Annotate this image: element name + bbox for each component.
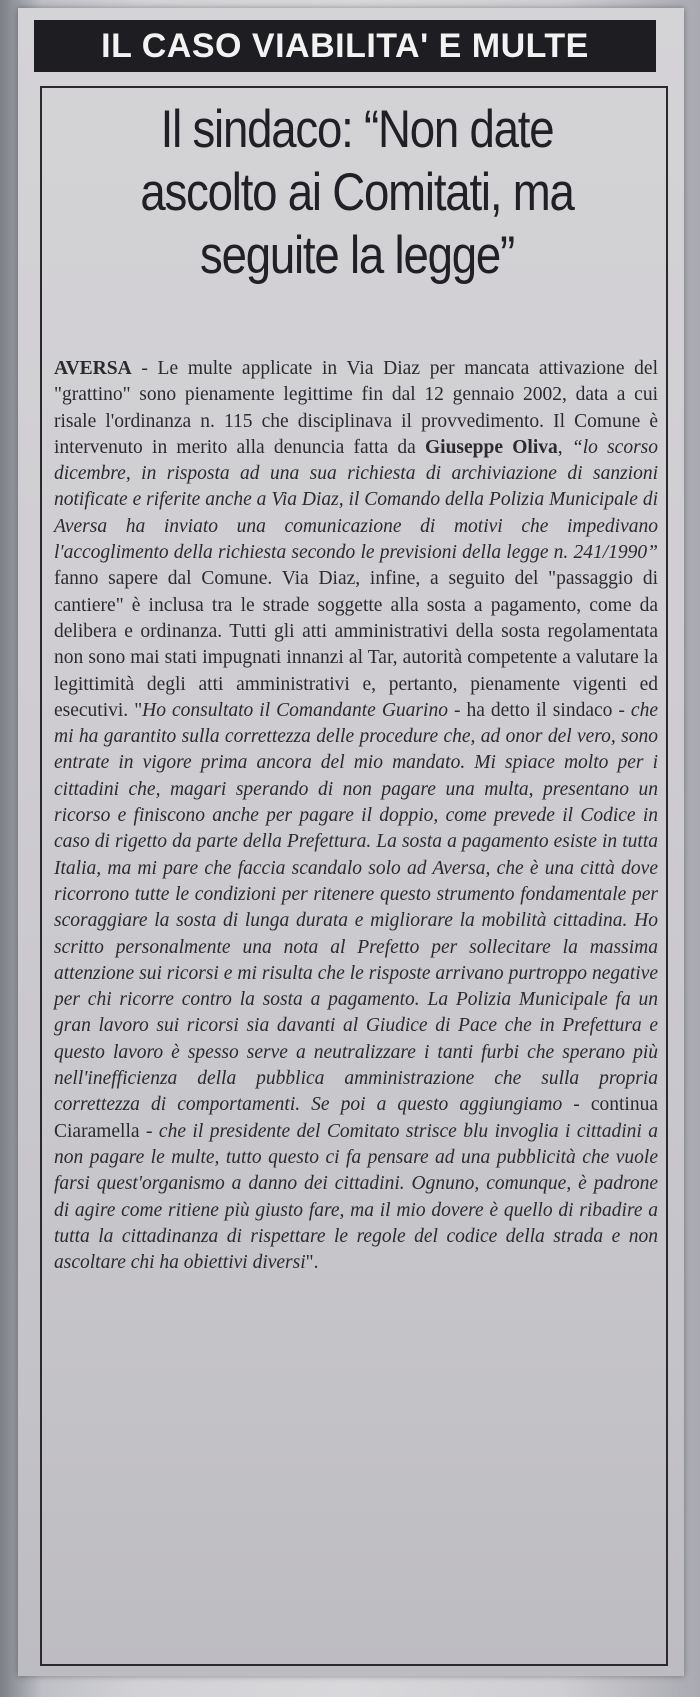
quote-2: Ho consultato il Comandante Guarino bbox=[142, 699, 448, 721]
article-clipping bbox=[18, 8, 684, 1676]
quote-1: “lo scorso dicembre, in risposta ad una sua richiesta di archiviazione di sanzioni notificate e riferite anche a Via Diaz, il Comando della Polizia Municipale di Aversa ha inviato una comunicazione di motivi che impedivano l'accoglimento della richiesta secondo le previsioni della legge n. 241/1990” bbox=[54, 436, 658, 564]
quote-4: che il presidente del Comitato strisce blu invoglia i cittadini a non pagare le multe, tutto questo ci fa pensare ad una pubblicità che vuole farsi quest'organismo a danno dei cittadini. Ognuno, comunque, è padrone di agire come ritiene più giusto fare, ma il mio dovere è quello di ribadire a tutta la cittadinanza di rispettare le regole del codice della strada e non ascoltare chi ha obiettivi diversi bbox=[54, 1120, 658, 1274]
article-body bbox=[54, 356, 658, 1276]
body-text-4: - ha detto il sindaco - bbox=[447, 699, 631, 721]
body-text-5: - continua Ciaramella - bbox=[54, 1094, 658, 1142]
quote-3: che mi ha garantito sulla correttezza delle procedure che, ad onor del vero, sono entrate in vigore prima ancora del mio mandato. Mi spiace molto per i cittadini che, magari sperando di non pagare una multa, presentano un ricorso e finiscono anche per pagare il doppio, come prevede il Codice in caso di rigetto da parte della Prefettura. La sosta a pagamento esiste in tutta Italia, ma mi pare che faccia scandalo solo ad Aversa, che è una città dove ricorrono tutte le condizioni per ritenere questo strumento fondamentale per scoraggiare la sosta di lunga durata e migliorare la mobilità cittadina. Ho scritto personalmente una nota al Prefetto per sollecitare la massima attenzione sui ricorsi e mi risulta che le risposte arrivano purtroppo negative per chi ricorre contro la sosta a pagamento. La Polizia Municipale fa un gran lavoro sui ricorsi sia davanti al Giudice di Pace che in Prefettura e questo lavoro è spesso serve a neutralizzare i tanti furbi che sperano più nell'inefficienza della pubblica amministrazione che sulla propria correttezza di comportamenti. Se poi a questo aggiungiamo bbox=[54, 699, 658, 1116]
body-text-2: , bbox=[557, 436, 563, 458]
dateline: AVERSA bbox=[54, 358, 132, 379]
section-banner: IL CASO VIABILITA' E MULTE bbox=[34, 20, 656, 72]
body-text-1: - Le multe applicate in Via Diaz per mancata attivazione del "grattino" sono pienamente legittime fin dal 12 gennaio 2002, data a cui risale l'ordinanza n. 115 che disciplinava il provvedimento. Il Comune è intervenuto in merito alla denuncia fatta da bbox=[54, 358, 658, 458]
person-name: Giuseppe Oliva bbox=[425, 436, 558, 458]
body-text-3: fanno sapere dal Comune. Via Diaz, infine, a seguito del "passaggio di cantiere" è inclusa tra le strade soggette alla sosta a pagamento, come da delibera e ordinanza. Tutti gli atti amministrativi della sosta regolamentata non sono mai stati impugnati innanzi al Tar, autorità competente a valutare la legittimità degli atti amministrativi e, pertanto, pienamente vigenti ed esecutivi. " bbox=[54, 568, 658, 721]
body-text-end: ". bbox=[305, 1252, 319, 1274]
headline: Il sindaco: “Non date ascolto ai Comitati, ma seguite la legge” bbox=[140, 100, 574, 285]
